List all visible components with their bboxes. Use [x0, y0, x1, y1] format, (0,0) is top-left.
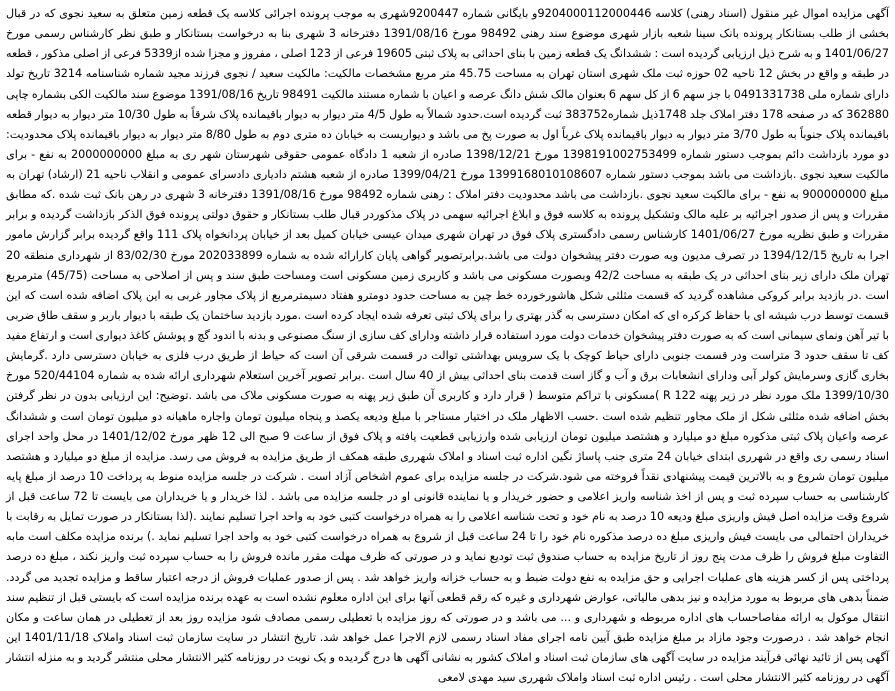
notice-body: آگهی مزایده اموال غیر منقول (اسناد رهنی) کلاسه 9204000112000446و بایگانی شماره 9200447شهری به موجب پرونده اجرائی کلاسه یک قطعه زمین متعلق به سعید نجوی که در قبال بخشی از طلب بستانکار پرونده بانک سینا شعبه بازار شهری موضوع سند رهنی 98492 مورخ 1391/08/16 دفترخانه 3 شهری بنا به درخواست بستانکار و طبق نظر کارشناس رسمی مورخ 1401/06/27 و به شرح ذیل ارزیابی گردیده است : ششدانگ یک قطعه زمین با بنای احداثی به پلاک ثبتی 19605 فرعی از 123 اصلی ، مفروز و مجزا شده از5339 فرعی از اصلی مذکور ، قطعه در طبقه و واقع در بخش 12 ناحیه 02 حوزه ثبت ملک شهری استان تهران به مساحت 45.75 متر مربع مشخصات مالکیت: مالکیت سعید / نجوی فرزند مجید شماره شناسنامه 3214 تاریخ تولد دارای شماره ملی 0491331738 با جز سهم 6 از کل سهم 6 بعنوان مالک شش دانگ عرصه و اعیان با شماره مستند مالکیت 98491 تاریخ 1391/08/16 موضوع سند مالکیت الکی بشماره چاپی 362880 که در صفحه 178 دفتر املاک جلد 1748ذیل شماره383752 ثبت گردیده است.حدود شمالاً به طول 4/5 متر دیوار به دیوار باقیمانده پلاک شرقاً به طول 10/30 متر دیوار به دیوار قطعه باقیمانده پلاک جنوباً به طول 3/70 متر دیوار به دیوار باقیمانده پلاک غرباً اول به صورت پخ می باشد و دیواریست به خیابان ده متری دوم به طول 8/80 متر دیوار به دیوار باقیمانده پلاک محدودیت: دو مورد بازداشت دائم بموجب دستور شماره 1398191002753499 مورخ 1398/12/21 صادره از شعبه 1 دادگاه عمومی حقوقی شهرستان شهر ری به مبلغ 2000000000 به نفع - برای مالکیت سعید نجوی .بازداشت می باشد بموجب دستور شماره 1399168010108607 مورخ 1399/04/21 صادره از شعبه هشتم دادیاری دادسرای عمومی و انقلاب ناحیه 21 (ارشاد) تهران به مبلغ 900000000 به نفع - برای مالکیت سعید نجوی .بازداشت می باشد محدودیت دفتر املاک : رهنی شماره 98492 مورخ 1391/08/16 دفترخانه 3 شهری در رهن بانک ثبت شده .که مطابق مقررات و پس از صدور اجرائیه بر علیه مالک وتشکیل پرونده به کلاسه فوق و ابلاغ اجرائیه سهمی در پلاک مذکوردر قبال طلب بستانکار و حقوق دولتی پرونده فوق الذکر بازداشت گردیده و برابر مقررات و طبق نظریه مورخ 1401/06/27 کارشناس رسمی دادگستری پلاک فوق در تهران شهری میدان عیسی خیابان کمیل بعد از خیابان پردانخواه پلاک 111 واقع گردیده برابر گزارش مامور اجرا به تاریخ 1394/12/15 در تصرف مدیون وبه صورت دفتر پیشخوان دولت می باشد.برابرتصویر گواهی پایان کارارائه شده به شماره 202033899 مورخ 83/02/30 از شهرداری منطقه 20 تهران ملک دارای زیر بنای احداثی در یک طبقه به مساحت 42/2 وبصورت مسکونی می باشد و کاربری زمین مسکونی است ومساحت طبق سند و پس از اصلاحی به مساحت (45/75) مترمربع است .در بازدید برابر کروکی مشاهده گردید که قسمت مثلثی شکل هاشورخورده خط چین به مساحت حدود دومترو هفتاد دسیمترمربع از پلاک مجاور غربی به این پلاک اضافه شده است که این قسمت توسط درب شیشه ای با حفاظ کرکره ای که امکان دسترسی به گذر بهتری را برای پلاک ثبتی تعرفه شده ایجاد کرده است .مورد بازدید ساختمان یک طبقه با دیوار باربر و سقف طاق ضربی با تیر آهن ونمای سیمانی است که به صورت دفتر پیشخوان خدمات دولت مورد استفاده قرار داشته ودارای کف سازی از سنگ مصنوعی و بدنه با اندود گچ و پوشش کاغذ دیواری است و ارتفاع مفید کف تا سقف حدود 3 متراست ودر قسمت جنوبی دارای حیاط کوچک با یک سرویس بهداشتی توالت در قسمت شرقی آن است که حیاط از طریق درب فلزی به خیابان دسترسی دارد .گرمایش بخاری گازی وسرمایش کولر آبی ودارای انشعابات برق و آب و گاز است قدمت بنای احداثی بیش از 40 سال است .برابر تصویر آخرین استعلام شهرداری ارائه شده به شماره 520/44104 مورخ 1399/10/30 ملک مورد نظر در زیر پهنه R 122 )مسکونی با تراکم متوسط ( قرار دارد و کاربری آن طبق زیر پهنه به صورت مسکونی ملاک می باشد .توضیح: این ارزیابی بدون در نظر گرفتن بخش اضافه شده مثلثی شکل از ملک مجاور تنظیم شده است .حسب الاظهار ملک در اختیار مستاجر با مبلغ ودیعه یکصد و پنجاه میلیون تومان واجاره ماهیانه دو میلیون تومان است و ششدانگ عرصه واعیان پلاک ثبتی مذکوره مبلغ دو میلیارد و هشتصد میلیون تومان ارزیابی شده وارزیابی قطعیت یافته و پلاک فوق از ساعت 9 صبح الی 12 ظهر مورخ 1401/12/02 در محل واحد اجرای اسناد رسمی ری واقع در شهرری ابتدای خیابان 24 متری جنب پاساژ نگین اداره ثبت اسناد و املاک شهرری طبقه همکف از طریق مزایده به فروش می رسد. مزایده از مبلغ دو میلیارد و هشتصد میلیون تومان شروع و به بالاترین قیمت پیشنهادی نقداً فروخته می شود.شرکت در جلسه مزایده برای عموم اشخاص آزاد است . شرکت در جلسه مزایده منوط به پرداخت 10 درصد از مبلغ پایه کارشناسی به حساب سپرده ثبت و پس از اخذ شناسه واریز اعلامی و حضور خریدار و یا نماینده قانونی او در جلسه مزایده می باشد . لذا خریدار و یا خریداران می بایست تا 72 ساعت قبل از شروع وقت مزایده اصل فیش واریزی مبلغ ودیعه 10 درصد به نام خود و تحت شناسه اعلامی را به همراه درخواست کتبی خود به واحد اجرا تسلیم نمایند .(لذا بستانکار در صورت تمایل به رقابت با خریداران احتمالی می بایست فیش واریزی مبلغ ده درصد مذکوره نام خود را تا 24 ساعت قبل از شروع به همراه درخواست کتبی خود به واحد اجرا تسلیم نماید .) برنده مزایده مکلف است مابه التفاوت مبلغ فروش را ظرف مدت پنج روز از تاریخ مزایده به حساب صندوق ثبت تودیع نماید و در صورتی که ظرف مهلت مقرر مانده فروش را به حساب سپرده ثبت واریز نکند ، مبلغ ده درصد پرداختی پس از کسر هزینه های عملیات اجرایی و حق مزایده به نفع دولت ضبط و به حساب خزانه واریز خواهد شد . پس از صدور عملیات فروش از درجه اعتبار ساقط و مزایده تجدید می گردد. ضمناً بدهی های مربوط به مورد مزایده و نیز بدهی مالیاتی، عوارض شهرداری و غیره که رقم قطعی آنها برای این اداره معلوم نشده است به عهده برنده مزایده است که بایستی قبل از تنظیم سند انتقال موکول به ارائه مفاصاحساب های اداره مربوطه و شهرداری و ... می باشد و در صورتی که روز مزایده با تعطیلی رسمی مصادف شود مزایده روز بعد از تعطیلی در همان ساعت و مکان انجام خواهد شد . درصورت وجود مازاد بر مبلغ مزایده طبق آیین نامه اجرای مفاد اسناد رسمی لازم الاجرا عمل خواهد شد. تاریخ انتشار در سایت سازمان ثبت اسناد واملاک 1401/11/18 این آگهی پس از تائید نهائی فرآیند مزایده در سایت آگهی های سازمان ثبت اسناد و املاک کشور به نشانی آگهی ها درج گردیده و یک نوبت در روزنامه کثیر الانتشار محلی منتشر گردید و به منزله انتشار آگهی در روزنامه کثیر الانتشار محلی است . رئیس اداره ثبت اسناد واملاک شهرری سید مهدی لامعی	[6, 7, 890, 685]
